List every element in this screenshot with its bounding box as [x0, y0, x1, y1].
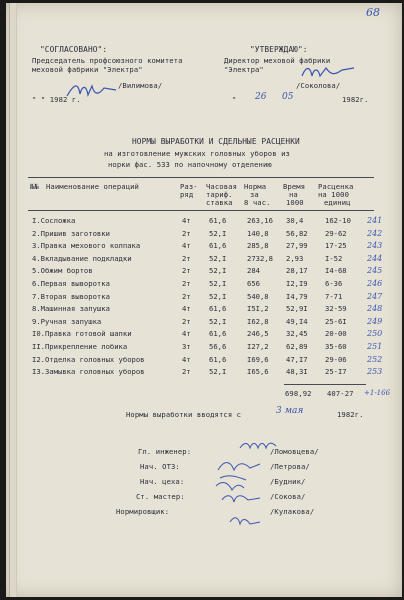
signature-role: Гл. инженер:	[138, 447, 192, 456]
signature-name: /Ломовцева/	[270, 447, 319, 456]
row-handwritten-note: 245	[367, 266, 383, 276]
row-norm: 263,16	[247, 216, 273, 225]
header-time-3: 1000	[286, 198, 304, 207]
row-price: 35-60	[325, 342, 347, 351]
row-handwritten-note: 252	[367, 354, 383, 364]
row-rate: 52,I	[209, 291, 227, 301]
row-handwritten-note: 243	[367, 241, 383, 251]
totals-rule	[284, 384, 366, 385]
row-handwritten-note: 249	[367, 316, 383, 326]
corner-page-number: 68	[366, 6, 380, 19]
right-block-name: /Соколова/	[296, 81, 341, 90]
header-rate-1: Часовая	[206, 182, 237, 191]
row-price: 162-10	[325, 216, 351, 225]
row-operation-name: 5.Обжим бортов	[32, 266, 93, 276]
row-operation-name: 4.Вкладывание подкладки	[32, 253, 132, 263]
header-price-2: на 1000	[318, 190, 349, 199]
row-price: 25-I7	[325, 367, 347, 377]
left-block-line2: меховой фабрики "Электра"	[32, 65, 143, 74]
row-rank: 2т	[182, 279, 191, 288]
total-note: +1-166	[364, 389, 391, 397]
row-rate: 61,6	[209, 241, 227, 251]
row-rank: 3т	[182, 342, 191, 351]
left-block-name: /Вилимова/	[118, 81, 163, 90]
row-operation-name: I.Сосложка	[32, 216, 76, 225]
row-operation-name: II.Прикрепление лобика	[32, 342, 128, 351]
table-header-rule	[28, 210, 374, 211]
row-time: 30,4	[286, 216, 304, 225]
footer-handwritten-date: 3 мая	[276, 406, 304, 416]
right-block-line2: "Электра"	[224, 65, 264, 74]
row-norm: I62,8	[247, 316, 269, 326]
row-handwritten-note: 247	[367, 291, 383, 301]
heading-line1: НОРМЫ ВЫРАБОТКИ И СДЕЛЬНЫЕ РАСЦЕНКИ	[132, 137, 300, 146]
signatures-scribble	[210, 440, 290, 540]
table-top-rule	[28, 177, 374, 178]
footer-year: 1982г.	[337, 410, 364, 419]
signature-role: Ст. мастер:	[136, 492, 185, 501]
row-time: 52,9I	[286, 304, 308, 314]
row-norm: 656	[247, 279, 260, 288]
total-time: 698,92	[285, 389, 312, 398]
row-rank: 2т	[182, 367, 191, 377]
footer-text: Нормы выработки вводятся с	[126, 410, 242, 419]
header-rank-1: Раз-	[180, 182, 198, 191]
row-time: 28,17	[286, 266, 308, 276]
total-price: 407-27	[327, 389, 354, 398]
row-rate: 52,I	[209, 279, 227, 288]
row-rank: 4т	[182, 304, 191, 314]
row-rank: 2т	[182, 253, 191, 263]
header-norm-1: Норма	[244, 182, 267, 191]
heading-line3: норки фас. 533 по напочному отделению	[108, 160, 272, 169]
row-norm: 246,5	[247, 329, 269, 339]
row-norm: 285,8	[247, 241, 269, 251]
row-rank: 2т	[182, 291, 191, 301]
row-price: 32-59	[325, 304, 347, 314]
row-time: I4,79	[286, 291, 308, 301]
signature-name: /Сокова/	[270, 492, 306, 501]
header-norm-2: за	[250, 190, 259, 199]
row-rank: 4т	[182, 354, 191, 364]
header-operation-name: Наименование операций	[46, 182, 139, 191]
row-time: 48,3I	[286, 367, 308, 377]
row-time: 2,93	[286, 253, 304, 263]
row-rate: 52,I	[209, 316, 227, 326]
row-handwritten-note: 246	[367, 279, 383, 288]
right-block-handwritten-day: 26	[255, 92, 267, 102]
row-rate: 52,I	[209, 266, 227, 276]
row-price: 7-71	[325, 291, 343, 301]
row-rate: 52,I	[209, 367, 227, 377]
row-price: 17-25	[325, 241, 347, 251]
row-time: I2,I9	[286, 279, 308, 288]
right-block-handwritten-month: 05	[282, 92, 294, 102]
signature-name: /Петрова/	[270, 462, 310, 471]
row-time: 56,82	[286, 228, 308, 238]
signature-name: /Кулакова/	[270, 507, 315, 516]
row-norm: 2732,8	[247, 253, 273, 263]
row-price: 20-00	[325, 329, 347, 339]
row-operation-name: 6.Первая выворотка	[32, 279, 110, 288]
left-block-date: " " 1982 г.	[32, 95, 81, 104]
row-handwritten-note: 242	[367, 228, 383, 238]
row-rank: 4т	[182, 241, 191, 251]
signature-name: /Будник/	[270, 477, 306, 486]
row-price: I-52	[325, 253, 343, 263]
row-rate: 56,6	[209, 342, 227, 351]
signature-role: Нач. ОТЗ:	[140, 462, 180, 471]
row-operation-name: 7.Вторая выворотка	[32, 291, 110, 301]
row-rate: 52,I	[209, 228, 227, 238]
header-price-1: Расценка	[318, 182, 354, 191]
row-price: 29-62	[325, 228, 347, 238]
row-norm: 284	[247, 266, 260, 276]
row-norm: I69,6	[247, 354, 269, 364]
row-time: 62,89	[286, 342, 308, 351]
binding-margin	[9, 3, 17, 597]
signature-role: Нач. цеха:	[140, 477, 185, 486]
right-block-signature	[298, 62, 358, 82]
header-norm-3: 8 час.	[244, 198, 271, 207]
row-time: 27,99	[286, 241, 308, 251]
row-operation-name: 3.Правка мехового колпака	[32, 241, 141, 251]
row-price: I4-68	[325, 266, 347, 276]
header-rate-3: ставка	[206, 198, 233, 207]
left-block-line1: Председатель профсоюзного комитета	[32, 56, 183, 65]
row-rank: 2т	[182, 228, 191, 238]
row-rank: 4т	[182, 329, 191, 339]
row-rate: 61,6	[209, 329, 227, 339]
left-block-signature	[64, 80, 120, 102]
row-handwritten-note: 250	[367, 329, 383, 339]
row-operation-name: I3.Замывка головных уборов	[32, 367, 145, 377]
row-norm: I65,6	[247, 367, 269, 377]
row-operation-name: I2.Отделка головных уборов	[32, 354, 145, 364]
row-norm: 140,8	[247, 228, 269, 238]
row-handwritten-note: 253	[367, 367, 383, 377]
row-handwritten-note: 251	[367, 342, 383, 351]
row-operation-name: 2.Пришив заготовки	[32, 228, 110, 238]
row-operation-name: I0.Правка готовой шапки	[32, 329, 132, 339]
row-operation-name: 9.Ручная запушка	[32, 316, 102, 326]
right-block-line1: Директор меховой фабрики	[224, 56, 331, 65]
header-price-3: единиц	[324, 198, 351, 207]
row-rate: 61,6	[209, 216, 227, 225]
right-block-date-year: 1982г.	[342, 95, 369, 104]
left-block-title: "СОГЛАСОВАНО":	[40, 45, 108, 54]
row-handwritten-note: 241	[367, 216, 383, 225]
row-price: 6-36	[325, 279, 343, 288]
header-rate-2: тариф.	[206, 190, 233, 199]
row-handwritten-note: 244	[367, 253, 383, 263]
row-rate: 61,6	[209, 354, 227, 364]
right-block-date-prefix: "	[232, 95, 237, 104]
row-rank: 4т	[182, 216, 191, 225]
right-block-title: "УТВЕРЖДАЮ":	[250, 45, 308, 54]
row-time: 49,I4	[286, 316, 308, 326]
row-norm: 540,8	[247, 291, 269, 301]
row-norm: I27,2	[247, 342, 269, 351]
row-rate: 52,I	[209, 253, 227, 263]
row-time: 32,45	[286, 329, 308, 339]
row-time: 47,I7	[286, 354, 308, 364]
header-rank-2: ряд	[180, 190, 194, 199]
row-rate: 61,6	[209, 304, 227, 314]
row-rank: 2т	[182, 316, 191, 326]
header-time-1: Время	[283, 182, 306, 191]
row-price: 29-06	[325, 354, 347, 364]
row-price: 25-6I	[325, 316, 347, 326]
row-norm: I5I,2	[247, 304, 269, 314]
row-rank: 2т	[182, 266, 191, 276]
signature-role: Нормировщик:	[116, 507, 170, 516]
header-num: №№	[30, 182, 39, 191]
row-operation-name: 8.Машинная запушка	[32, 304, 110, 314]
header-time-2: на	[289, 190, 298, 199]
row-handwritten-note: 248	[367, 304, 383, 314]
heading-line2: на изготовление мужских головных уборов из	[104, 149, 290, 158]
